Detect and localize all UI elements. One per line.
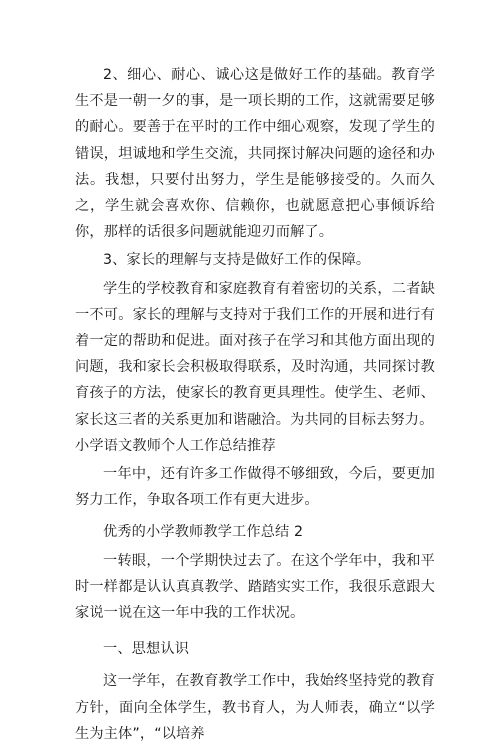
paragraph-heading-thought: 一、思想认识 — [103, 641, 190, 658]
paragraph-heading-parents: 3、家长的理解与支持是做好工作的保障。 — [103, 252, 371, 269]
paragraph-summary-year: 一年中，还有许多工作做得不够细致，今后，要更加努力工作，争取各项工作有更大进步。 — [75, 466, 435, 509]
document-body — [75, 62, 435, 747]
paragraph-summary-title-2: 优秀的小学教师教学工作总结 2 — [103, 524, 304, 541]
paragraph-parents-support: 学生的学校教育和家庭教育有着密切的关系，二者缺一不可。家长的理解与支持对于我们工作的开展和进行有着一定的帮助和促进。面对孩子在学习和其他方面出现的问题，我和家长会积极取得联系，及时沟通，共同探讨教育孩子的方法，使家长的教育更具理性。使学生、老师、家长这三者的关系更加和谐融洽。为共同的目标去努力。 — [75, 280, 435, 428]
paragraph-thought-body: 这一学年，在教育教学工作中，我始终坚持党的教育方针，面向全体学生，教书育人，为人师表，确立“以学生为主体”，“以培养 — [75, 673, 435, 742]
paragraph-detail-patience: 2、细心、耐心、诚心这是做好工作的基础。教育学生不是一朝一夕的事，是一项长期的工作，这就需要足够的耐心。要善于在平时的工作中细心观察，发现了学生的错误，坦诚地和学生交流，共同探讨解决问题的途径和办法。我想，只要付出努力，学生是能够接受的。久而久之，学生就会喜欢你、信赖你，也就愿意把心事倾诉给你，那样的话很多问题就能迎刃而解了。 — [75, 67, 435, 241]
paragraph-intro: 一转眼，一个学期快过去了。在这个学年中，我和平时一样都是认认真真教学、踏踏实实工作，我很乐意跟大家说一说在这一年中我的工作状况。 — [75, 552, 435, 622]
paragraph-section-title: 小学语文教师个人工作总结推荐 — [75, 437, 276, 454]
